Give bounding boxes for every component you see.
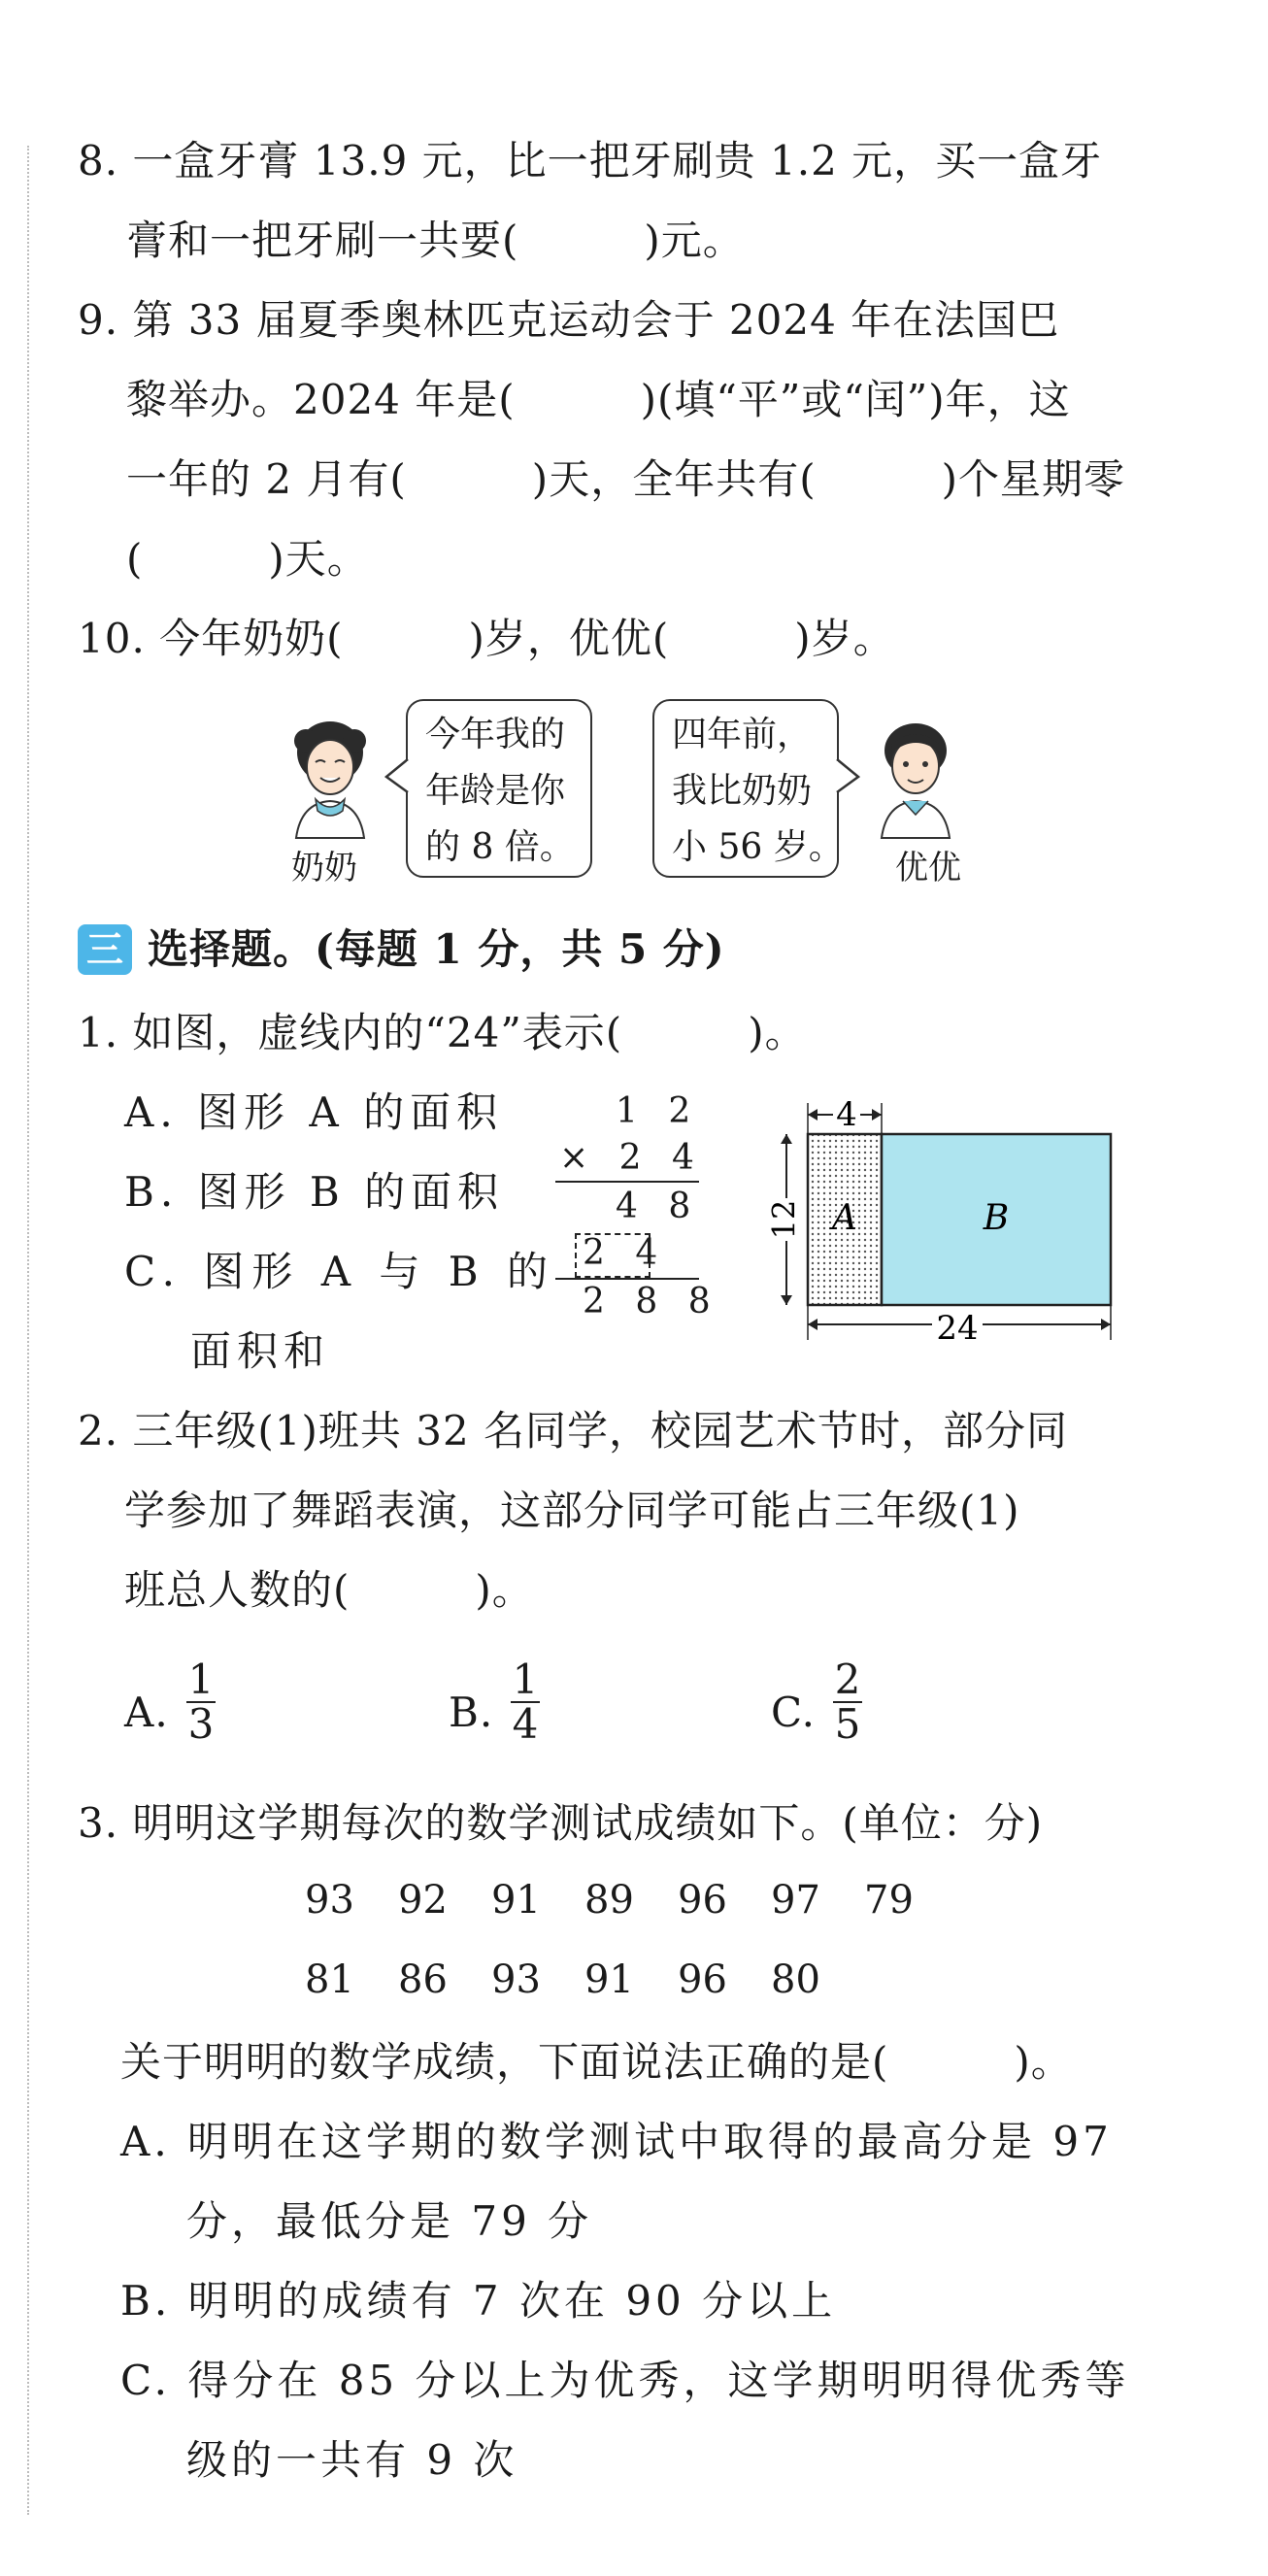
section-badge-label: 三 bbox=[85, 927, 123, 971]
c3-option-c-line-1[interactable]: C. 得分在 85 分以上为优秀，这学期明明得优秀等 bbox=[120, 2357, 1130, 2404]
q8-line-1: 8. 一盒牙膏 13.9 元，比一把牙刷贵 1.2 元，买一盒牙 bbox=[78, 137, 1103, 184]
score: 80 bbox=[771, 1957, 820, 2002]
c3-question: 关于明明的数学成绩，下面说法正确的是( )。 bbox=[120, 2038, 1073, 2086]
grandma-illustration bbox=[277, 714, 384, 840]
youyou-caption: 优优 bbox=[895, 849, 961, 887]
score: 89 bbox=[584, 1878, 634, 1923]
score: 92 bbox=[398, 1878, 448, 1923]
c2-option-a-fraction[interactable] bbox=[186, 1658, 216, 1746]
figure-a-label: A bbox=[832, 1198, 857, 1238]
q9-line-1: 9. 第 33 届夏季奥林匹克运动会于 2024 年在法国巴 bbox=[78, 296, 1060, 344]
c3-option-a-line-2[interactable]: 分，最低分是 79 分 bbox=[186, 2197, 593, 2245]
grandma-caption: 奶奶 bbox=[291, 849, 357, 887]
calc-row-4: 2 4 bbox=[583, 1233, 668, 1273]
score: 93 bbox=[305, 1878, 354, 1923]
section-title: 选择题。(每题 1 分，共 5 分) bbox=[148, 925, 725, 973]
figure-b-label: B bbox=[983, 1198, 1010, 1238]
q10-line-1: 10. 今年奶奶( )岁，优优( )岁。 bbox=[78, 615, 895, 662]
youyou-illustration bbox=[862, 714, 969, 840]
grandma-bubble-line-1: 今年我的 bbox=[425, 715, 566, 754]
c2-option-a-num: 1 bbox=[187, 1656, 215, 1703]
margin-dotted-line bbox=[27, 146, 29, 2515]
dim-top-label: 4 bbox=[836, 1095, 857, 1134]
score: 91 bbox=[491, 1878, 541, 1923]
calc-row-3: 4 8 bbox=[616, 1187, 701, 1226]
calc-rule-2 bbox=[555, 1278, 699, 1280]
q8-line-2: 膏和一把牙刷一共要( )元。 bbox=[126, 217, 745, 264]
scores-row-1 bbox=[305, 1878, 957, 1923]
c3-option-a-line-1[interactable]: A. 明明在这学期的数学测试中取得的最高分是 97 bbox=[120, 2118, 1113, 2165]
c2-option-c-num: 2 bbox=[834, 1656, 861, 1703]
c1-option-c-line-1[interactable]: C. 图形 A 与 B 的 bbox=[124, 1248, 555, 1295]
section-badge bbox=[78, 924, 132, 975]
c2-line-3: 班总人数的( )。 bbox=[124, 1566, 534, 1614]
q9-line-3: 一年的 2 月有( )天，全年共有( )个星期零 bbox=[126, 455, 1125, 503]
c1-option-c-line-2[interactable]: 面积和 bbox=[190, 1327, 331, 1375]
c3-stem: 3. 明明这学期每次的数学测试成绩如下。(单位：分) bbox=[78, 1799, 1044, 1847]
grandma-bubble-line-3: 的 8 倍。 bbox=[425, 827, 575, 867]
dim-left-label: 12 bbox=[765, 1199, 803, 1240]
score: 96 bbox=[678, 1957, 727, 2002]
c2-option-b-num: 1 bbox=[512, 1656, 539, 1703]
calc-row-1: 1 2 bbox=[616, 1091, 701, 1131]
calc-row-5: 2 8 8 bbox=[583, 1282, 720, 1321]
area-figure bbox=[757, 1086, 1136, 1350]
score: 79 bbox=[864, 1878, 914, 1923]
scores-row-2 bbox=[305, 1957, 864, 2002]
score: 96 bbox=[678, 1878, 727, 1923]
score: 93 bbox=[491, 1957, 541, 2002]
c2-option-a-label[interactable]: A. bbox=[124, 1689, 169, 1736]
c2-option-c-fraction[interactable] bbox=[833, 1658, 862, 1746]
calc-row-2: × 2 4 bbox=[559, 1138, 704, 1178]
youyou-bubble-line-1: 四年前， bbox=[672, 715, 813, 754]
score: 86 bbox=[398, 1957, 448, 2002]
score: 97 bbox=[771, 1878, 820, 1923]
calc-rule-1 bbox=[555, 1181, 699, 1183]
c2-option-b-den: 4 bbox=[512, 1700, 539, 1748]
c2-line-1: 2. 三年级(1)班共 32 名同学，校园艺术节时，部分同 bbox=[78, 1407, 1069, 1455]
score: 81 bbox=[305, 1957, 354, 2002]
youyou-bubble-line-3: 小 56 岁。 bbox=[672, 827, 844, 867]
grandma-bubble-tail bbox=[384, 757, 410, 796]
grandma-bubble-line-2: 年龄是你 bbox=[425, 771, 566, 811]
youyou-speech-bubble bbox=[652, 699, 844, 878]
youyou-bubble-tail bbox=[835, 757, 860, 796]
dim-bottom-label: 24 bbox=[936, 1309, 979, 1348]
youyou-bubble-line-2: 我比奶奶 bbox=[672, 771, 813, 811]
score: 91 bbox=[584, 1957, 634, 2002]
c2-option-a-den: 3 bbox=[187, 1700, 215, 1748]
c2-option-b-fraction[interactable] bbox=[511, 1658, 540, 1746]
q9-line-4: ( )天。 bbox=[126, 535, 369, 583]
c1-stem: 1. 如图，虚线内的“24”表示( )。 bbox=[78, 1009, 807, 1056]
c2-line-2: 学参加了舞蹈表演，这部分同学可能占三年级(1) bbox=[124, 1487, 1020, 1534]
c3-option-c-line-2[interactable]: 级的一共有 9 次 bbox=[186, 2436, 518, 2484]
q9-line-2: 黎举办。2024 年是( )(填“平”或“闰”)年，这 bbox=[126, 376, 1071, 423]
grandma-speech-bubble bbox=[406, 699, 592, 878]
c3-option-b[interactable]: B. 明明的成绩有 7 次在 90 分以上 bbox=[120, 2277, 837, 2325]
c2-option-c-den: 5 bbox=[834, 1700, 861, 1748]
c1-option-a[interactable]: A. 图形 A 的面积 bbox=[124, 1088, 504, 1136]
c2-option-c-label[interactable]: C. bbox=[771, 1689, 816, 1736]
c2-option-b-label[interactable]: B. bbox=[449, 1689, 494, 1736]
c1-option-b[interactable]: B. 图形 B 的面积 bbox=[124, 1168, 505, 1216]
